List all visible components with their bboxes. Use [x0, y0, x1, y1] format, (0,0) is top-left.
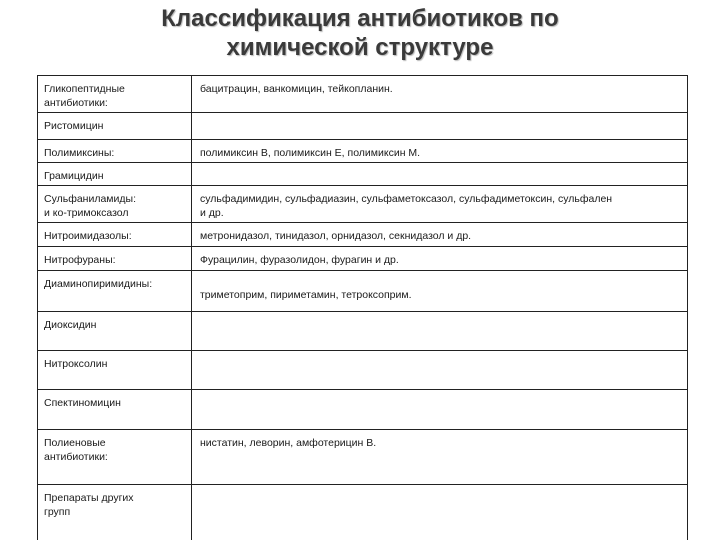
drug-list: триметоприм, пириметамин, тетроксоприм. — [200, 289, 412, 301]
group-name: Диоксидин — [44, 319, 97, 331]
group-cell — [38, 247, 192, 271]
table-row — [38, 430, 688, 485]
drugs-cell — [192, 430, 688, 485]
drug-list — [192, 390, 687, 398]
drug-list — [192, 312, 687, 320]
drugs-cell — [192, 390, 688, 430]
group-name: Нитроксолин — [44, 358, 108, 370]
drug-list: нистатин, леворин, амфотерицин В. — [200, 437, 377, 449]
table-row — [38, 390, 688, 430]
drugs-cell — [192, 113, 688, 140]
group-cell — [38, 163, 192, 186]
drugs-cell — [192, 186, 688, 223]
drug-list: полимиксин В, полимиксин Е, полимиксин М. — [200, 147, 421, 159]
group-name: Препараты других групп — [44, 492, 134, 518]
table-row — [38, 312, 688, 351]
table-row — [38, 76, 688, 113]
table-row — [38, 485, 688, 540]
title-line-2: химической структуре — [226, 34, 494, 61]
drug-list — [192, 485, 687, 493]
group-cell — [38, 430, 192, 485]
group-cell — [38, 76, 192, 113]
drugs-cell — [192, 271, 688, 312]
group-name: Полимиксины: — [44, 147, 115, 159]
group-cell — [38, 223, 192, 247]
classification-table — [37, 75, 688, 540]
table-row — [38, 140, 688, 163]
group-name: Нитрофураны: — [44, 254, 116, 266]
table-row — [38, 247, 688, 271]
drugs-cell — [192, 140, 688, 163]
drug-list: сульфадимидин, сульфадиазин, сульфаметоксазол, сульфадиметоксин, сульфален и др. — [200, 193, 613, 219]
group-cell — [38, 351, 192, 390]
group-cell — [38, 271, 192, 312]
title-line-1: Классификация антибиотиков по — [161, 5, 559, 32]
table-row — [38, 186, 688, 223]
drug-list: Фурацилин, фуразолидон, фурагин и др. — [200, 254, 399, 266]
drugs-cell — [192, 312, 688, 351]
drug-list — [192, 351, 687, 359]
drugs-cell — [192, 76, 688, 113]
drug-list: бацитрацин, ванкомицин, тейкопланин. — [200, 83, 393, 95]
group-name: Нитроимидазолы: — [44, 230, 132, 242]
group-cell — [38, 113, 192, 140]
table-row — [38, 163, 688, 186]
drug-list — [192, 113, 687, 121]
drugs-cell — [192, 223, 688, 247]
group-name: Гликопептидные антибиотики: — [44, 83, 125, 109]
drugs-cell — [192, 351, 688, 390]
drugs-cell — [192, 485, 688, 540]
group-name: Сульфаниламиды: и ко-тримоксазол — [44, 193, 136, 219]
table-row — [38, 223, 688, 247]
drugs-cell — [192, 247, 688, 271]
group-name: Грамицидин — [44, 170, 104, 182]
drug-list — [192, 163, 687, 171]
drug-list: метронидазол, тинидазол, орнидазол, секнидазол и др. — [200, 230, 472, 242]
group-name: Ристомицин — [44, 120, 104, 132]
drugs-cell — [192, 163, 688, 186]
group-name: Спектиномицин — [44, 397, 121, 409]
group-cell — [38, 390, 192, 430]
table-row — [38, 351, 688, 390]
group-name: Диаминопиримидины: — [44, 278, 153, 290]
table-row — [38, 271, 688, 312]
group-cell — [38, 140, 192, 163]
group-name: Полиеновые антибиотики: — [44, 437, 108, 463]
group-cell — [38, 312, 192, 351]
table-row — [38, 113, 688, 140]
group-cell — [38, 186, 192, 223]
slide-title — [0, 4, 720, 62]
group-cell — [38, 485, 192, 540]
